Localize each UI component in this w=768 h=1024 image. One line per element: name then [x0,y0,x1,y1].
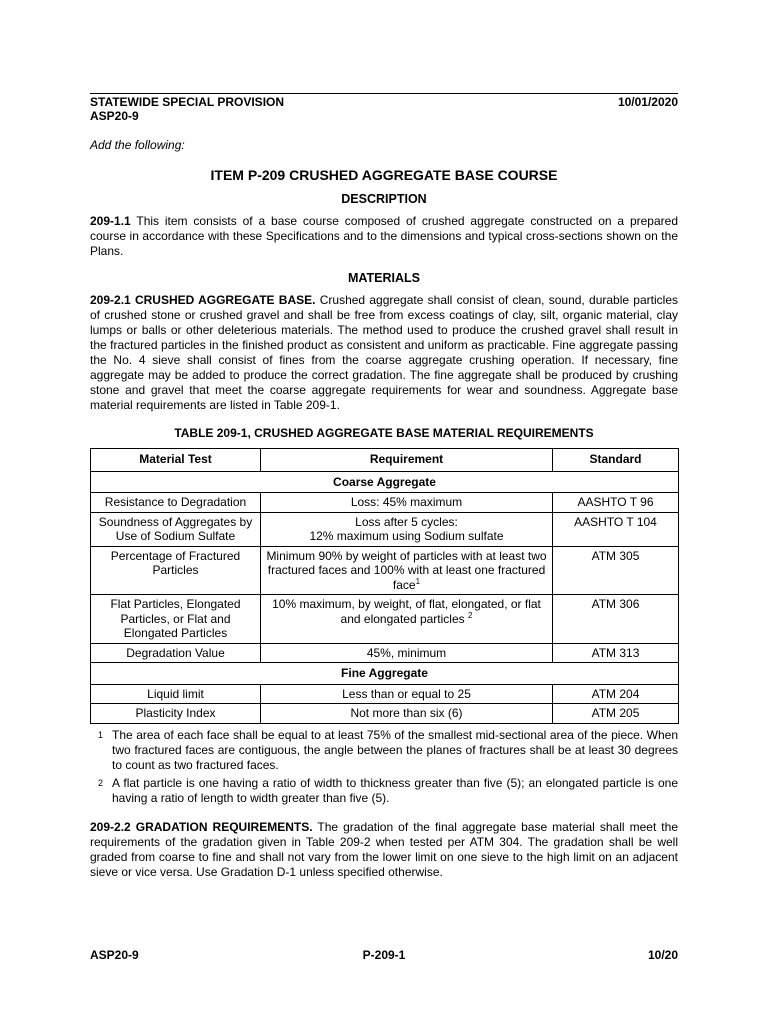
description-number: 209-1.1 [90,214,131,228]
cell-requirement: Loss after 5 cycles: 12% maximum using Sodium sulfate [261,512,553,546]
footnotes [90,728,678,806]
table-row [91,512,679,546]
materials-lead: 209-2.1 CRUSHED AGGREGATE BASE. [90,293,316,307]
cell-standard: ATM 313 [553,643,679,663]
column-header: Requirement [261,449,553,472]
table-row [91,595,679,644]
cell-standard: ATM 305 [553,546,679,595]
table-row [91,704,679,724]
cell-standard: AASHTO T 96 [553,493,679,513]
description-text: This item consists of a base course composed of crushed aggregate constructed on a prepared course in accordance with these Specifications and to the dimensions and typical cross-sections shown on the Plans. [90,214,678,258]
document-page [90,93,678,880]
footer-code: ASP20-9 [90,948,139,962]
column-header: Standard [553,449,679,472]
cell-test: Soundness of Aggregates by Use of Sodium Sulfate [91,512,261,546]
table-row [91,684,679,704]
materials-paragraph [90,293,678,413]
footnote [90,728,678,773]
cell-standard: ATM 205 [553,704,679,724]
table-title: TABLE 209-1, CRUSHED AGGREGATE BASE MATERIAL REQUIREMENTS [174,426,594,440]
gradation-text: The gradation of the final aggregate base material shall meet the requirements of the gradation given in Table 209-2 when tested per ATM 304. The gradation shall be well graded from coarse to fine and shall not vary from the lower limit on one sieve to the high limit on an adjacent sieve or vice versa. Use Gradation D-1 unless specified otherwise. [90,819,678,879]
cell-requirement [261,546,553,595]
materials-heading: MATERIALS [348,271,420,285]
description-paragraph [90,214,678,259]
page-footer [90,948,678,962]
materials-text: Crushed aggregate shall consist of clean, sound, durable particles of crushed stone or crushed gravel and shall be free from excess coatings of clay, silt, organic material, clay lumps or balls or other deleterious materials. The method used to produce the crushed gravel shall result in the fractured particles in the finished product as consistent and uniform as practicable. Fine aggregate passing the No. 4 sieve shall consist of fines from the coarse aggregate crushing operation. If necessary, fine aggregate may be added to produce the correct gradation. The fine aggregate shall be produced by crushing stone and gravel that meet the coarse aggregate requirements for wear and soundness. Aggregate base material requirements are listed in Table 209-1. [90,293,678,412]
requirement-text: Minimum 90% by weight of particles with at least two fractured faces and 100% with at least one fractured face [266,548,547,592]
cell-standard: ATM 204 [553,684,679,704]
footer-page-number: P-209-1 [362,948,406,962]
header-code: ASP20-9 [90,109,139,123]
footnote-mark: 2 [98,777,104,788]
footnote-mark: 1 [98,729,104,740]
requirement-text: 10% maximum, by weight, of flat, elongated, or flat and elongated particles [272,597,541,626]
cell-requirement: Less than or equal to 25 [261,684,553,704]
table-row [91,546,679,595]
footnote [90,776,678,806]
cell-test: Liquid limit [91,684,261,704]
item-title: ITEM P-209 CRUSHED AGGREGATE BASE COURSE [210,167,558,183]
cell-requirement: Loss: 45% maximum [261,493,553,513]
footnote-ref: 2 [467,610,473,620]
requirements-table [90,448,679,724]
table-row [91,643,679,663]
table-row [91,493,679,513]
cell-requirement: Not more than six (6) [261,704,553,724]
cell-test: Resistance to Degradation [91,493,261,513]
footnote-ref: 1 [415,576,421,586]
cell-test: Plasticity Index [91,704,261,724]
column-header: Material Test [91,449,261,472]
cell-requirement: 45%, minimum [261,643,553,663]
cell-test: Flat Particles, Elongated Particles, or Flat and Elongated Particles [91,595,261,644]
gradation-lead: 209-2.2 GRADATION REQUIREMENTS. [90,819,313,834]
header-date: 10/01/2020 [617,95,678,109]
description-heading: DESCRIPTION [341,192,427,206]
cell-test: Degradation Value [91,643,261,663]
footnote-text: The area of each face shall be equal to at least 75% of the smallest mid-sectional area of the piece. When two fractured faces are contiguous, the angle between the planes of fractures shall be at least 30 degrees to count as two fractured faces. [112,727,678,772]
intro-text: Add the following: [90,138,185,152]
document-header [90,95,678,109]
cell-test: Percentage of Fractured Particles [91,546,261,595]
coarse-aggregate-group: Coarse Aggregate [91,471,679,493]
fine-aggregate-group: Fine Aggregate [91,663,679,685]
header-rule [90,93,678,94]
gradation-paragraph [90,820,678,880]
cell-standard: ATM 306 [553,595,679,644]
header-title: STATEWIDE SPECIAL PROVISION [90,95,285,109]
cell-standard: AASHTO T 104 [553,512,679,546]
footer-date: 10/20 [647,948,678,962]
cell-requirement [261,595,553,644]
table-header-row [91,449,679,472]
footnote-text: A flat particle is one having a ratio of width to thickness greater than five (5); an elongated particle is one having a ratio of length to width greater than five (5). [112,775,678,805]
